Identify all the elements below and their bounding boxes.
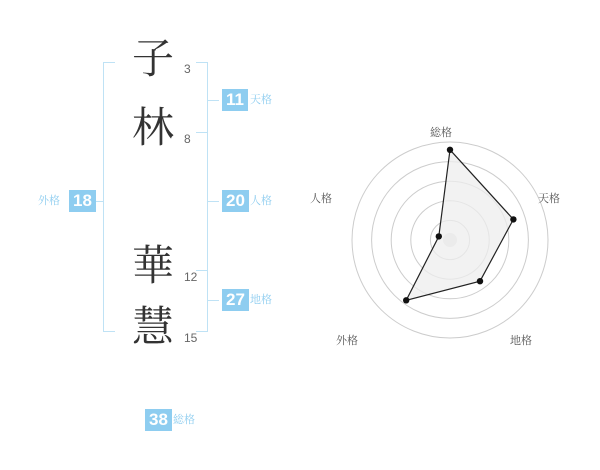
radar-axis-label-1: 天格	[538, 192, 560, 205]
badge-jinkaku-label: 人格	[250, 194, 272, 207]
chikaku-bracket-vertical	[207, 270, 208, 332]
badge-jinkaku-value: 20	[222, 190, 249, 212]
badge-chikaku-value: 27	[222, 289, 249, 311]
radar-chart-svg	[300, 110, 600, 370]
radar-chart	[300, 110, 600, 370]
badge-gaikaku-label: 外格	[38, 194, 60, 207]
kanji-stroke-4: 15	[184, 331, 198, 345]
kanji-char-2: 林	[131, 103, 174, 152]
chikaku-bracket-bottom-arm	[196, 331, 208, 332]
badge-tenkaku-label: 天格	[250, 93, 272, 106]
radar-axis-label-2: 地格	[510, 334, 532, 347]
outer-bracket-bottom-arm	[103, 331, 115, 332]
badge-gaikaku-value: 18	[69, 190, 96, 212]
radar-data-point	[510, 216, 516, 222]
radar-data-point	[447, 147, 453, 153]
badge-tenkaku-value: 11	[222, 89, 248, 111]
outer-bracket-left-vertical	[103, 62, 104, 332]
radar-data-point	[477, 278, 483, 284]
radar-axis-label-3: 外格	[336, 334, 358, 347]
kanji-stroke-1: 3	[184, 62, 191, 76]
badge-soukaku-value: 38	[145, 409, 172, 431]
jinkaku-bracket-pointer	[207, 201, 219, 202]
kanji-char-4: 慧	[131, 302, 174, 351]
radar-axis-label-0: 総格	[430, 126, 452, 139]
outer-bracket-top-arm	[103, 62, 115, 63]
kanji-stroke-3: 12	[184, 270, 198, 284]
kanji-char-1: 子	[131, 34, 174, 83]
radar-data-polygon	[406, 150, 513, 300]
badge-soukaku-label: 総格	[173, 413, 195, 426]
radar-axis-label-4: 人格	[310, 192, 332, 205]
chikaku-bracket-pointer	[207, 300, 219, 301]
tenkaku-bracket-vertical	[207, 62, 208, 132]
tenkaku-bracket-pointer	[207, 100, 219, 101]
radar-data-point	[403, 297, 409, 303]
radar-data-point	[436, 233, 442, 239]
badge-chikaku-label: 地格	[250, 293, 272, 306]
kanji-char-3: 華	[131, 241, 174, 290]
kanji-stroke-2: 8	[184, 132, 191, 146]
